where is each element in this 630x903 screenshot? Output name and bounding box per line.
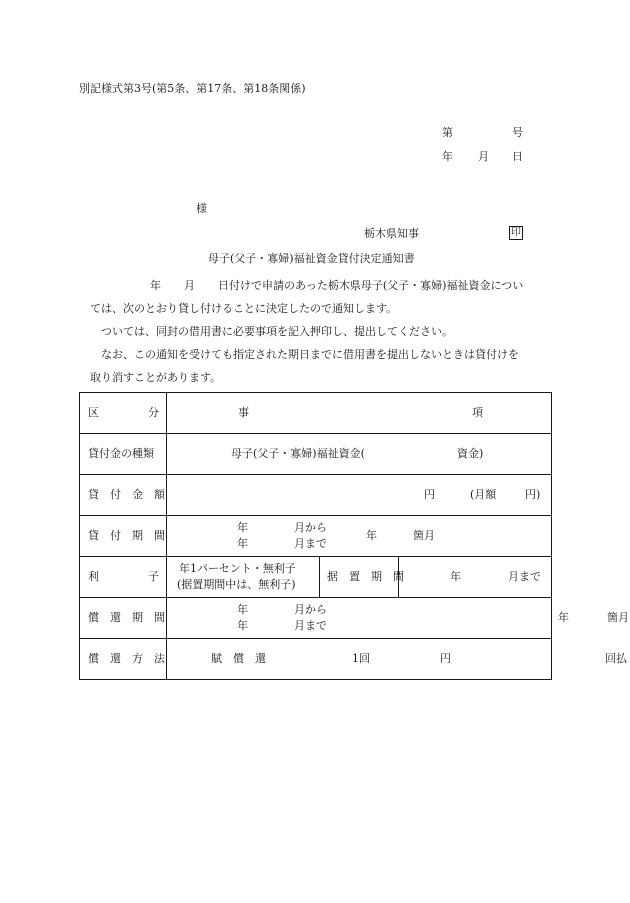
deferment-made: 月まで (508, 570, 541, 583)
repay-l2-year: 年 (237, 619, 248, 632)
repay-period-label-cell (80, 598, 167, 639)
header-jikou-cell (167, 393, 552, 434)
interest-label-cell (80, 557, 167, 598)
row-repay-period (80, 598, 552, 639)
repay-period-value-cell (167, 598, 629, 639)
header-bun: 分 (148, 406, 159, 419)
repay-period-label: 償 還 期 間 (88, 611, 165, 624)
body-p1-year: 年 (150, 279, 161, 292)
repay-method-label: 償 還 方 法 (88, 652, 165, 665)
row-interest (80, 557, 552, 598)
amount-label: 貸 付 金 額 (88, 488, 165, 501)
deferment-nen: 年 (450, 570, 461, 583)
period-nen: 年 (366, 529, 377, 542)
interest-rate-cell (167, 557, 320, 598)
issuer-name: 栃木県知事 (364, 227, 419, 240)
deferment-label-cell (320, 557, 404, 598)
amount-monthly-yen: 円) (525, 488, 541, 501)
repay-nen: 年 (558, 611, 569, 624)
repay-yen: 円 (440, 652, 451, 665)
repay-fuka: 賦 償 還 (211, 652, 266, 665)
period-label-cell (80, 516, 167, 557)
header-kubun-cell (80, 393, 167, 434)
period-label: 貸 付 期 間 (88, 529, 165, 542)
document-title: 母子(父子・寡婦)福祉資金貸付決定通知書 (208, 252, 415, 265)
interest-rate-1: 年1パーセント・無利子 (179, 562, 296, 575)
period-l1-year: 年 (237, 521, 248, 534)
period-l2-until: 月まで (294, 537, 327, 550)
body-p3-line2: 取り消すことがあります。 (90, 371, 222, 384)
header-ku: 区 (88, 406, 99, 419)
interest-label-ri: 利 (88, 570, 99, 583)
kind-label: 貸付金の種類 (88, 447, 154, 460)
amount-monthly: (月額 (470, 488, 497, 501)
seal-glyph: 印 (511, 227, 521, 238)
period-value-cell (167, 516, 552, 557)
repay-method-value-cell (167, 639, 627, 680)
deferment-label: 据 置 期 間 (327, 570, 404, 583)
amount-yen: 円 (424, 488, 435, 501)
date-day: 日 (512, 150, 523, 163)
form-reference: 別記様式第3号(第5条、第17条、第18条関係) (79, 82, 306, 95)
amount-value-cell (167, 475, 552, 516)
number-go: 号 (512, 126, 523, 139)
row-loan-amount (80, 475, 552, 516)
repay-method-label-cell (80, 639, 167, 680)
repay-kai: 1回 (352, 652, 370, 665)
repay-l1-from: 月から (294, 603, 327, 616)
row-loan-period (80, 516, 552, 557)
kind-label-cell (80, 434, 167, 475)
repay-kagetsu: 箇月 (607, 611, 629, 624)
table-header-row (80, 393, 552, 434)
deferment-value-cell (399, 557, 552, 598)
row-loan-kind (80, 434, 552, 475)
period-l1-from: 月から (294, 521, 327, 534)
period-l2-year: 年 (237, 537, 248, 550)
repay-kaibarai: 回払 (605, 652, 627, 665)
number-dai: 第 (442, 126, 453, 139)
header-ji: 事 (238, 406, 249, 419)
seal-mark (509, 226, 523, 240)
header-kou: 項 (472, 406, 483, 419)
interest-label-shi: 子 (148, 570, 159, 583)
body-p2: ついては、同封の借用書に必要事項を記入押印し、提出してください。 (101, 325, 453, 338)
loan-decision-table (79, 392, 629, 680)
body-p1-rest: 日付けで申請のあった栃木県母子(父子・寡婦)福祉資金につい (218, 279, 524, 292)
interest-rate-2: (据置期間中は、無利子) (177, 578, 296, 591)
body-p3-line1: なお、この通知を受けても指定された期日までに借用書を提出しないときは貸付けを (101, 348, 519, 361)
row-repay-method (80, 639, 552, 680)
date-year: 年 (442, 150, 453, 163)
kind-text-1: 母子(父子・寡婦)福祉資金( (231, 447, 365, 460)
kind-value-cell (167, 434, 552, 475)
kind-text-2: 資金) (457, 447, 484, 460)
amount-label-cell (80, 475, 167, 516)
period-kagetsu: 箇月 (413, 529, 435, 542)
body-p1-month: 月 (184, 279, 195, 292)
addressee-sama: 様 (196, 202, 207, 215)
body-p1-line2: ては、次のとおり貸し付けることに決定したので通知します。 (90, 302, 398, 315)
repay-l2-until: 月まで (294, 619, 327, 632)
repay-l1-year: 年 (237, 603, 248, 616)
date-month: 月 (478, 150, 489, 163)
